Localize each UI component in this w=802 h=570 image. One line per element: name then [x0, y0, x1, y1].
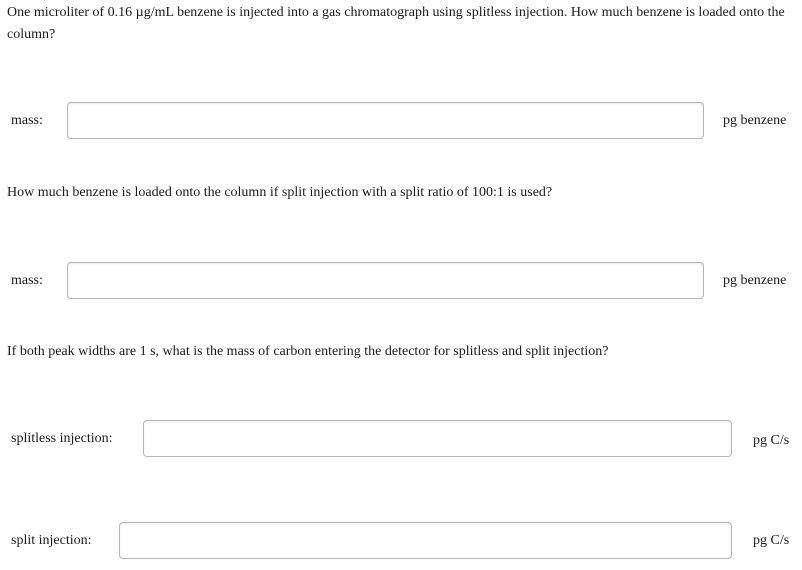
q1-mass-input[interactable] — [67, 102, 704, 139]
question-1-text: One microliter of 0.16 µg/mL benzene is injected into a gas chromatograph using splitless injection. How much benzene is loaded onto the column? — [7, 5, 785, 42]
split-injection-input[interactable] — [119, 522, 732, 559]
q2-mass-input[interactable] — [67, 262, 704, 299]
split-injection-label: split injection: — [11, 533, 92, 548]
q2-unit: pg benzene — [723, 273, 787, 288]
splitless-injection-label: splitless injection: — [11, 431, 113, 446]
q1-mass-label: mass: — [11, 113, 43, 128]
q2-mass-label: mass: — [11, 273, 43, 288]
question-3-text: If both peak widths are 1 s, what is the mass of carbon entering the detector for splitless and split injection? — [7, 344, 609, 359]
splitless-injection-input[interactable] — [143, 420, 732, 457]
question-2-text: How much benzene is loaded onto the column if split injection with a split ratio of 100:1 is used? — [7, 185, 553, 200]
q1-unit: pg benzene — [723, 113, 787, 128]
split-unit: pg C/s — [753, 533, 790, 548]
splitless-unit: pg C/s — [753, 433, 790, 448]
